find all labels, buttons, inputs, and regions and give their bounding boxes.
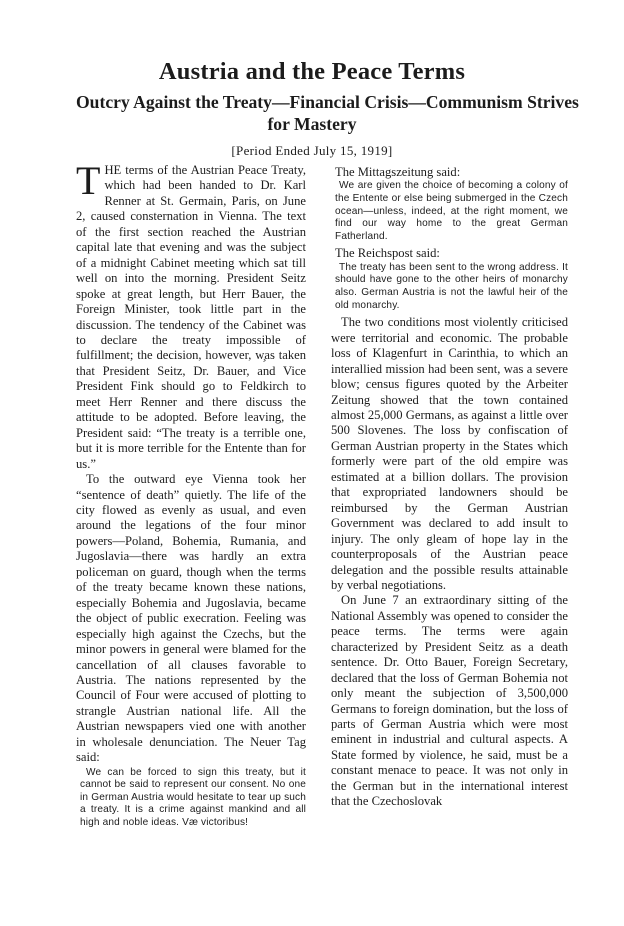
body-paragraph: On June 7 an extraordinary sitting of the National Assembly was opened to consider the peace terms. The terms were again characterized by President Seitz as a death sentence. Dr. Otto Bauer, Foreign Secretary, declared that the loss of German Bohemia not only meant the subjection of 3,500,000 Germans to foreign domination, but the loss of parts of German Austria which were most eminent in industrial and cultural aspects. A State formed by violence, he said, must be a constant menace to peace. It was not only in the German but in the international interest that the Czechoslovak	[331, 593, 568, 809]
article-title: Austria and the Peace Terms	[158, 58, 466, 85]
drop-cap: T	[76, 158, 101, 203]
right-column	[331, 165, 568, 810]
body-paragraph: The two conditions most violently criticised were territorial and economic. The probable loss of Klagenfurt in Carinthia, to which an interallied mission had been sent, was a severe blow; census figures quoted by the Arbeiter Zeitung showed that the town contained almost 25,000 Germans, as against a little over 500 Slovenes. The loss by confiscation of German Austrian property in the States which formerly were part of the old empire was estimated at a billion dollars. The provision that expropriated landowners should be reimbursed by the German Austrian Government was declared to add insult to injury. The only gleam of hope lay in the counterproposals of the Austrian peace delegation and the possible results attainable by verbal negotiations.	[331, 315, 568, 592]
quote-intro: The Mittagszeitung said:	[335, 165, 461, 179]
block-quote: We are given the choice of becoming a colony of the Entente or else being submerged in the Czech ocean—unless, indeed, at the right moment, we find our way home to the great German Fatherland.	[335, 180, 568, 242]
opening-paragraph	[76, 158, 306, 472]
quote-intro: The Reichspost said:	[335, 246, 440, 261]
opening-paragraph-text: HE terms of the Austrian Peace Treaty, which had been handed to Dr. Karl Renner at St. Germain, Paris, on June 2, caused consternation in Vienna. The text of the first section reached the Austrian capital late that evening and was the subject of a midnight Cabinet meeting which sat till well on into the morning. President Seitz spoke at great length, but Herr Bauer, the Foreign Minister, took little part in the discussion. The tendency of the Cabinet was to declare the treaty impossible of fulfillment; the decision, however, w̧as taken that President Seitz, Dr. Bauer, and Vice President Fink should go to Feldkirch to meet Herr Renner and there discuss the attitude to be adopted. Before leaving, the President said: “The treaty is a terrible one, but it is more terrible for the Entente than for us.”	[76, 163, 306, 471]
block-quote: We can be forced to sign this treaty, but it cannot be said to represent our consent. No one in German Austria would hesitate to tear up such a treaty. It is a crime against mankind and all high and noble ideas. Væ victoribus!	[80, 766, 306, 829]
article-subtitle-line2: for Mastery	[267, 114, 357, 134]
body-paragraph: To the outward eye Vienna took her “sentence of death” quietly. The life of the city flowed as evenly as usual, and even around the legations of the four minor powers—Poland, Bohemia, Rumania, and Jugoslavia—there was hardly an extra policeman on guard, though when the terms of the treaty became known these nations, especially Bohemia and Jugoslavia, became the object of public execration. Feeling was especially high against the Czechs, but the minor powers in general were blamed for the cancellation of all clauses favorable to Austria. The nations represented by the Council of Four were accused of plotting to strangle Austrian national life. All the Austrian newspapers vied one with another in wholesale denunciation. The Neuer Tag said:	[76, 472, 306, 765]
block-quote: The treaty has been sent to the wrong address. It should have gone to the other heirs of monarchy also. German Austria is not the lawful heir of the old monarchy.	[335, 261, 568, 311]
left-column	[76, 158, 306, 834]
period-line: [Period Ended July 15, 1919]	[231, 143, 393, 158]
article-subtitle-line1: Outcry Against the Treaty—Financial Crisis—Communism Strives	[76, 92, 579, 112]
